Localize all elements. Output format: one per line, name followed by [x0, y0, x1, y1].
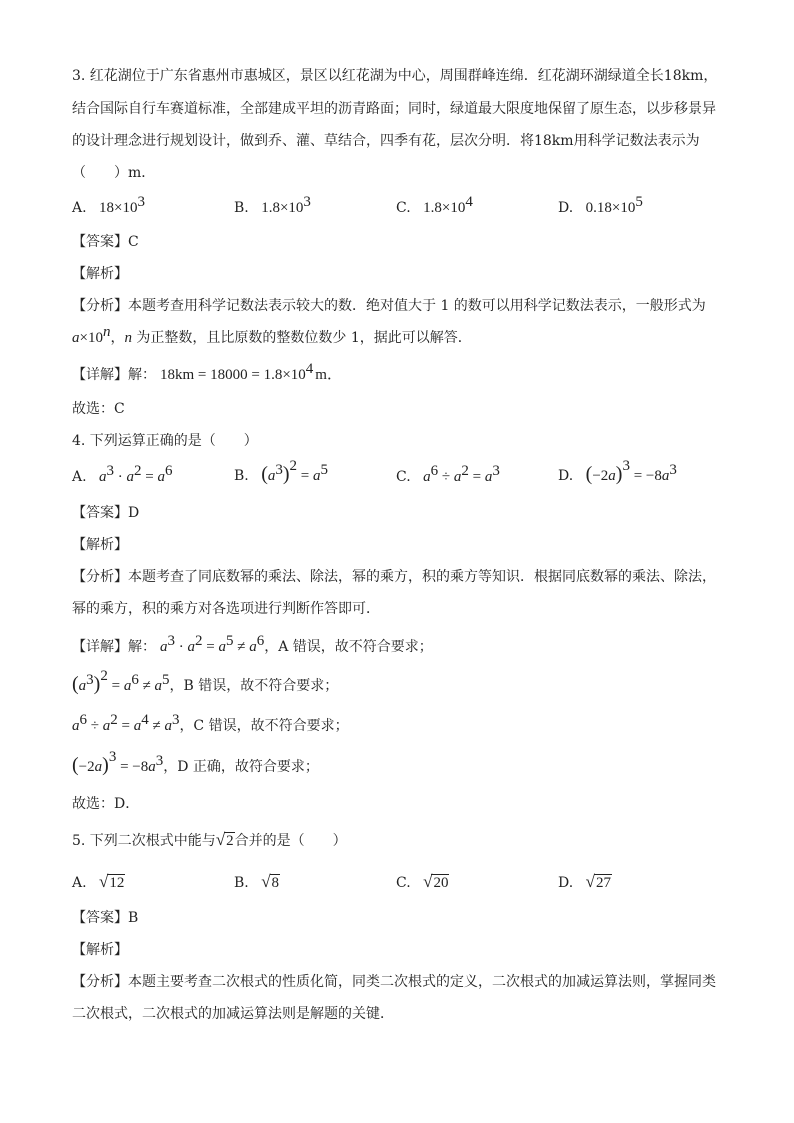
q3-guxuan: 故选：C: [72, 401, 125, 417]
radical-sign: √: [585, 872, 595, 891]
radical-sign: √: [215, 830, 226, 849]
q5-option-c: [396, 872, 449, 893]
q4-option-b: [234, 458, 329, 486]
q4-fenxi-line1: [72, 567, 716, 587]
option-label: C.: [396, 469, 411, 485]
option-formula: $(a^3)^2 = a^5$: [261, 458, 329, 485]
q3-stem-line2: 结合国际自行车赛道标准，全部建成平坦的沥青路面；同时，绿道最大限度地保留了原生态，以步移景异: [72, 101, 716, 117]
option-label: D.: [558, 468, 574, 484]
option-label: C.: [396, 200, 411, 216]
q3-stem-line1: 3. 红花湖位于广东省惠州市惠城区，景区以红花湖为中心，周围群峰连绵．红花湖环湖绿道全长18km，: [72, 68, 718, 84]
q3-fenxi-line2: [72, 324, 472, 348]
q3-stem-line3: 的设计理念进行规划设计，做到乔、灌、草结合，四季有花，层次分明．将18km用科学记数法表示为: [72, 133, 700, 149]
answer-value: C: [128, 234, 139, 250]
option-label: D.: [558, 200, 574, 216]
option-label: B.: [234, 468, 249, 484]
xiangjie-tag: 【详解】: [72, 639, 128, 655]
q5-option-b: [234, 872, 280, 893]
formula: $a^3 \cdot a^2 = a^5 \ne a^6$: [160, 633, 265, 655]
q5-fenxi-line1: [72, 972, 716, 992]
fenxi-text: 为正整数，且比原数的整数位数少 1，据此可以解答．: [131, 330, 472, 346]
option-value: 1.8×10: [423, 200, 466, 216]
radical-sign: √: [261, 872, 271, 891]
stem-text: 5. 下列二次根式中能与: [72, 833, 216, 849]
verdict: ，D 正确，故符合要求；: [163, 759, 319, 775]
math-n: n: [124, 330, 132, 346]
option-exponent: 3: [303, 194, 311, 210]
xiangjie-equation: 18km = 18000 = 1.8×10: [160, 367, 306, 383]
q3-answer: [72, 232, 139, 252]
option-formula: $a^3 \cdot a^2 = a^6$: [99, 463, 173, 485]
fenxi-text: 本题考查用科学记数法表示较大的数．绝对值大于 1 的数可以用科学记数法表示，一般形式为: [128, 298, 706, 314]
q4-answer: [72, 503, 139, 523]
answer-tag: 【答案】: [72, 910, 128, 926]
q4-xiangjie-line-b: [72, 668, 339, 696]
option-formula: $a^6 \div a^2 = a^3$: [423, 463, 500, 485]
xiangjie-exponent: 4: [305, 361, 314, 377]
radicand: 20: [433, 875, 449, 891]
verdict: ，C 错误，故不符合要求；: [179, 718, 349, 734]
q5-option-a: [72, 872, 125, 893]
q3-jiexi-heading: 【解析】: [72, 266, 128, 282]
q3-option-b: [234, 194, 311, 218]
q5-option-d: [558, 872, 612, 893]
answer-value: D: [128, 505, 140, 521]
q3-option-c: [396, 194, 473, 218]
option-value: 18×10: [99, 200, 138, 216]
math-times-ten: ×10: [79, 330, 103, 346]
radicand: 2: [226, 833, 234, 849]
q4-xiangjie-line-a: [72, 633, 433, 657]
option-label: D.: [558, 875, 574, 891]
q5-stem: [72, 830, 347, 851]
q3-fenxi-line1: [72, 296, 706, 316]
option-exponent: 5: [635, 194, 643, 210]
xiangjie-text: 解：: [128, 639, 156, 655]
q4-option-d: [558, 458, 677, 486]
option-value: 0.18×10: [585, 200, 636, 216]
comma: ，: [110, 330, 125, 346]
radical-sign: √: [99, 872, 109, 891]
option-label: A.: [72, 875, 87, 891]
fenxi-tag: 【分析】: [72, 974, 128, 990]
q5-jiexi-heading: 【解析】: [72, 942, 128, 958]
xiangjie-tag: 【详解】: [72, 367, 128, 383]
q5-fenxi-line2: 二次根式，二次根式的加减运算法则是解题的关键．: [72, 1006, 394, 1022]
xiangjie-text: 解：: [128, 367, 156, 383]
q4-option-a: [72, 463, 173, 487]
fenxi-text: 本题考查了同底数幂的乘法、除法，幂的乘方，积的乘方等知识．根据同底数幂的乘法、除法，: [128, 569, 716, 585]
option-label: B.: [234, 200, 249, 216]
answer-value: B: [128, 910, 139, 926]
q3-option-d: [558, 194, 643, 218]
q3-xiangjie: [72, 361, 342, 385]
stem-text: 合并的是（ ）: [234, 833, 347, 849]
q5-answer: [72, 908, 138, 928]
q4-guxuan: 故选：D．: [72, 796, 140, 812]
q3-option-a: [72, 194, 145, 218]
math-exponent-n: n: [102, 324, 111, 340]
formula: $(a^3)^2 = a^6 \ne a^5$: [72, 668, 170, 695]
q4-jiexi-heading: 【解析】: [72, 537, 128, 553]
option-label: A.: [72, 469, 87, 485]
answer-tag: 【答案】: [72, 234, 128, 250]
radicand: 12: [109, 875, 125, 891]
q4-fenxi-line2: 幂的乘方，积的乘方对各选项进行判断作答即可．: [72, 601, 380, 617]
option-label: A.: [72, 200, 87, 216]
answer-tag: 【答案】: [72, 505, 128, 521]
formula: $a^6 \div a^2 = a^4 \ne a^3$: [72, 712, 180, 734]
q4-stem: 4. 下列运算正确的是（ ）: [72, 433, 258, 449]
radicand: 27: [595, 875, 611, 891]
radicand: 8: [271, 875, 280, 891]
fenxi-tag: 【分析】: [72, 569, 128, 585]
option-value: 1.8×10: [261, 200, 304, 216]
math-a: a: [72, 330, 80, 346]
q4-option-c: [396, 463, 500, 487]
xiangjie-unit: m．: [315, 367, 342, 383]
radical-sign: √: [423, 872, 433, 891]
q4-xiangjie-line-d: [72, 749, 319, 777]
verdict: ，B 错误，故不符合要求；: [169, 678, 339, 694]
q4-xiangjie-line-c: [72, 712, 349, 736]
option-label: C.: [396, 875, 411, 891]
option-formula: $(-2a)^3 = -8a^3$: [585, 458, 677, 485]
formula: $(-2a)^3 = -8a^3$: [72, 749, 164, 776]
q3-stem-line4: （ ）m．: [72, 165, 156, 181]
verdict: ，A 错误，故不符合要求；: [264, 639, 433, 655]
option-label: B.: [234, 875, 249, 891]
fenxi-text: 本题主要考查二次根式的性质化简，同类二次根式的定义，二次根式的加减运算法则，掌握同类: [128, 974, 716, 990]
option-exponent: 4: [465, 194, 473, 210]
fenxi-tag: 【分析】: [72, 298, 128, 314]
option-exponent: 3: [137, 194, 145, 210]
